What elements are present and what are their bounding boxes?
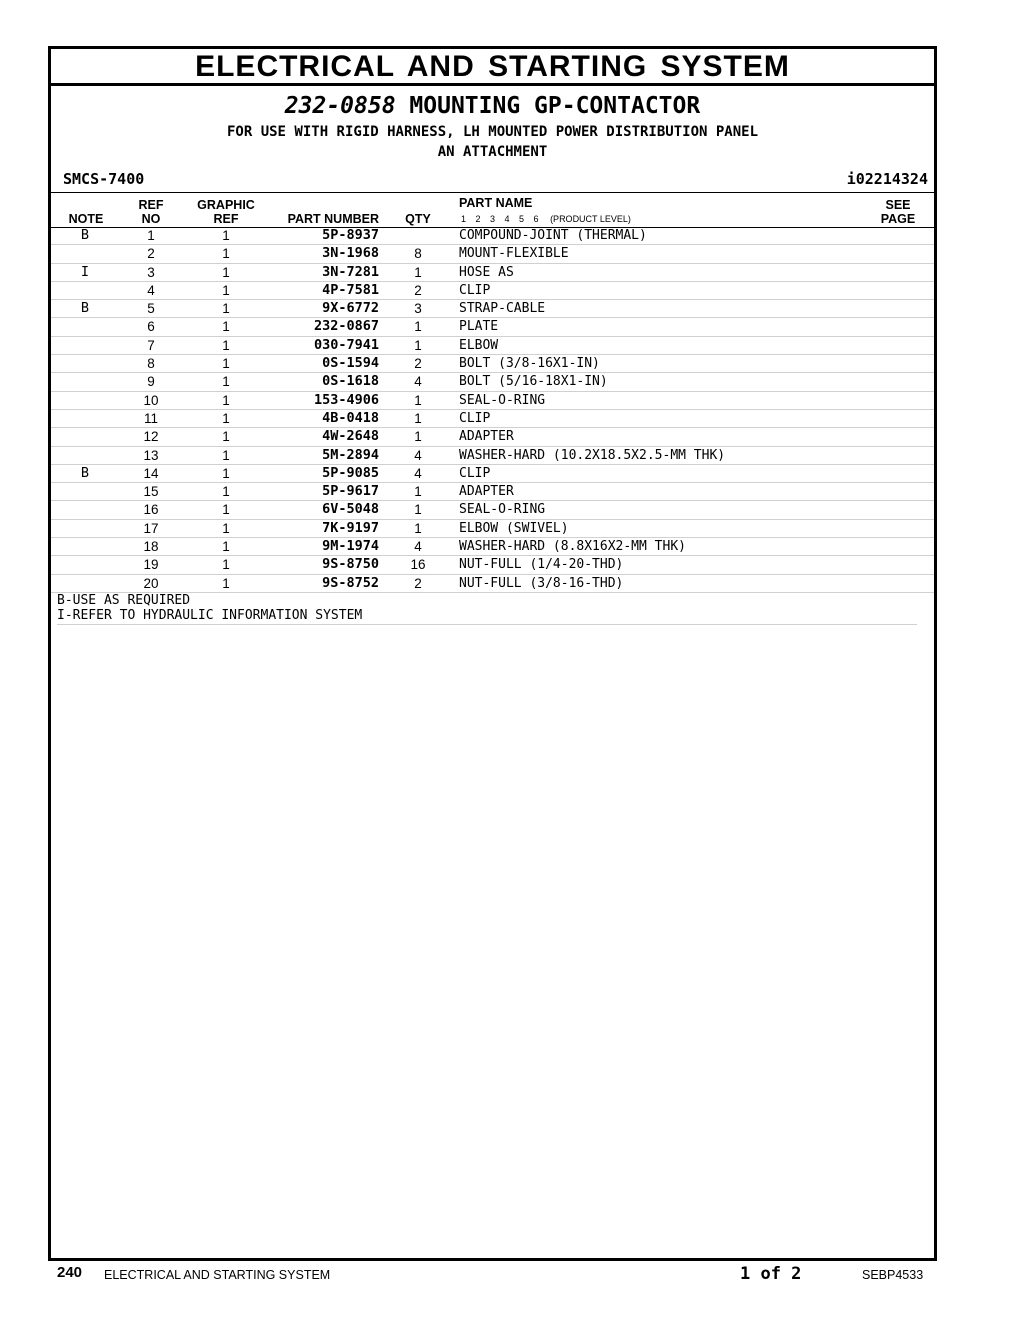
cell-part-number: 7K-9197 [322, 519, 379, 536]
smcs-code: SMCS-7400 [63, 170, 145, 188]
cell-ref-no: 19 [143, 557, 159, 573]
cell-part-name: NUT-FULL (3/8-16-THD) [459, 575, 624, 591]
cell-ref-no: 12 [143, 429, 159, 445]
cell-graphic-ref: 1 [222, 520, 230, 536]
cell-part-number: 3N-7281 [322, 263, 379, 280]
cell-part-name: ELBOW [459, 337, 499, 353]
footer-page-number: 240 [57, 1264, 83, 1281]
table-row [51, 410, 934, 428]
cell-part-name: WASHER-HARD (10.2X18.5X2.5-MM THK) [459, 447, 726, 463]
parts-table-body [51, 227, 934, 625]
cell-graphic-ref: 1 [222, 282, 230, 298]
cell-ref-no: 4 [147, 282, 155, 298]
table-row [51, 318, 934, 336]
cell-part-name: PLATE [459, 319, 499, 335]
cell-qty: 3 [414, 301, 422, 317]
cell-qty: 1 [414, 410, 422, 426]
subtitle-attachment: AN ATTACHMENT [437, 144, 548, 160]
cell-part-number: 5P-9617 [322, 483, 379, 500]
cell-qty: 1 [414, 429, 422, 445]
table-row [51, 501, 934, 519]
cell-graphic-ref: 1 [222, 392, 230, 408]
header-ref-top: REF [138, 198, 164, 212]
cell-part-number: 4B-0418 [322, 409, 379, 426]
footer-section: ELECTRICAL AND STARTING SYSTEM [104, 1268, 331, 1282]
cell-part-name: BOLT (3/8-16X1-IN) [459, 356, 600, 372]
cell-part-name: SEAL-O-RING [459, 502, 546, 518]
cell-qty: 1 [414, 264, 422, 280]
cell-part-name: CLIP [459, 410, 491, 426]
cell-qty: 1 [414, 319, 422, 335]
table-row [51, 355, 934, 373]
cell-note: B [80, 300, 90, 317]
table-row [51, 556, 934, 574]
cell-graphic-ref: 1 [222, 502, 230, 518]
header-product-level [461, 214, 631, 224]
group-name: MOUNTING GP-CONTACTOR [409, 93, 701, 119]
cell-graphic-ref: 1 [222, 301, 230, 317]
table-row [51, 538, 934, 556]
cell-graphic-ref: 1 [222, 557, 230, 573]
note-line: I-REFER TO HYDRAULIC INFORMATION SYSTEM [57, 608, 917, 624]
table-row [51, 373, 934, 391]
cell-ref-no: 17 [143, 520, 159, 536]
cell-part-number: 3N-1968 [322, 245, 379, 262]
cell-part-name: NUT-FULL (1/4-20-THD) [459, 557, 624, 573]
cell-qty: 2 [414, 282, 422, 298]
cell-qty: 1 [414, 484, 422, 500]
header-part-name: PART NAME [459, 196, 533, 210]
cell-graphic-ref: 1 [222, 228, 230, 243]
cell-qty: 16 [410, 557, 426, 573]
cell-part-number: 9X-6772 [322, 300, 379, 317]
cell-graphic-ref: 1 [222, 429, 230, 445]
cell-part-name: BOLT (5/16-18X1-IN) [459, 374, 608, 390]
table-row [51, 575, 934, 593]
table-row [51, 337, 934, 355]
cell-graphic-ref: 1 [222, 264, 230, 280]
cell-graphic-ref: 1 [222, 337, 230, 353]
cell-part-name: COMPOUND-JOINT (THERMAL) [459, 228, 647, 243]
cell-part-number: 9S-8750 [322, 556, 379, 573]
cell-part-name: WASHER-HARD (8.8X16X2-MM THK) [459, 539, 686, 555]
cell-graphic-ref: 1 [222, 319, 230, 335]
cell-part-number: 0S-1618 [322, 373, 379, 390]
cell-part-number: 153-4906 [313, 391, 379, 408]
header-see-bottom: PAGE [880, 212, 916, 226]
cell-qty: 4 [414, 374, 422, 390]
cell-ref-no: 8 [147, 356, 155, 372]
product-level-numbers: 1 2 3 4 5 6 [461, 214, 539, 224]
cell-ref-no: 3 [147, 264, 155, 280]
cell-part-number: 0S-1594 [322, 355, 379, 372]
illustration-id: i02214324 [846, 170, 928, 188]
cell-part-name: ADAPTER [459, 484, 514, 500]
header-qty: QTY [405, 212, 431, 226]
table-row [51, 520, 934, 538]
cell-graphic-ref: 1 [222, 374, 230, 390]
cell-ref-no: 5 [147, 301, 155, 317]
cell-ref-no: 16 [143, 502, 159, 518]
cell-ref-no: 2 [147, 246, 155, 262]
cell-graphic-ref: 1 [222, 447, 230, 463]
cell-ref-no: 20 [143, 575, 159, 591]
footer-doc-number: SEBP4533 [862, 1268, 924, 1282]
cell-part-name: CLIP [459, 282, 491, 298]
cell-graphic-ref: 1 [222, 575, 230, 591]
header-part-number: PART NUMBER [287, 212, 379, 226]
cell-note: B [80, 464, 90, 481]
cell-part-number: 4P-7581 [322, 281, 379, 298]
cell-part-name: ADAPTER [459, 429, 514, 445]
cell-part-number: 6V-5048 [322, 501, 379, 518]
table-row [51, 483, 934, 501]
cell-part-number: 9M-1974 [322, 538, 379, 555]
cell-ref-no: 6 [147, 319, 155, 335]
group-number: 232-0858 [284, 93, 396, 119]
header-ref-bottom: NO [141, 212, 161, 226]
cell-part-number: 030-7941 [313, 336, 379, 353]
cell-graphic-ref: 1 [222, 484, 230, 500]
cell-ref-no: 15 [143, 484, 159, 500]
cell-qty: 4 [414, 465, 422, 481]
cell-part-number: 5M-2894 [322, 446, 379, 463]
note-line: B-USE AS REQUIRED [57, 592, 191, 608]
header-see-top: SEE [885, 198, 911, 212]
cell-ref-no: 7 [147, 337, 155, 353]
table-row [51, 264, 934, 282]
header-note: NOTE [68, 212, 104, 226]
cell-ref-no: 11 [143, 410, 158, 426]
cell-qty: 1 [414, 337, 422, 353]
cell-ref-no: 1 [147, 228, 155, 243]
group-title [51, 92, 934, 120]
cell-graphic-ref: 1 [222, 539, 230, 555]
cell-part-name: HOSE AS [459, 264, 514, 280]
cell-qty: 1 [414, 502, 422, 518]
table-row [51, 465, 934, 483]
product-level-label: (PRODUCT LEVEL) [550, 214, 631, 224]
header-graphic-bottom: REF [213, 212, 239, 226]
table-row [51, 282, 934, 300]
cell-part-name: STRAP-CABLE [459, 301, 546, 317]
cell-qty: 1 [414, 392, 422, 408]
cell-ref-no: 18 [143, 539, 159, 555]
cell-qty: 1 [414, 520, 422, 536]
table-row [51, 428, 934, 446]
table-row [51, 447, 934, 465]
cell-part-name: CLIP [459, 465, 491, 481]
table-row [51, 245, 934, 263]
cell-part-number: 5P-8937 [322, 227, 379, 243]
cell-qty: 4 [414, 539, 422, 555]
cell-part-number: 232-0867 [313, 318, 379, 335]
cell-part-name: SEAL-O-RING [459, 392, 546, 408]
table-row [51, 300, 934, 318]
section-title: ELECTRICAL AND STARTING SYSTEM [51, 49, 934, 86]
footer-page-of: 1 of 2 [740, 1264, 802, 1284]
cell-part-number: 9S-8752 [322, 574, 379, 591]
cell-part-name: ELBOW (SWIVEL) [459, 520, 569, 536]
cell-qty: 4 [414, 447, 422, 463]
cell-qty: 2 [414, 575, 422, 591]
cell-ref-no: 13 [143, 447, 159, 463]
cell-part-number: 5P-9085 [322, 464, 379, 481]
cell-graphic-ref: 1 [222, 356, 230, 372]
subtitle-usage: FOR USE WITH RIGID HARNESS, LH MOUNTED POWER DISTRIBUTION PANEL [226, 124, 758, 140]
cell-part-name: MOUNT-FLEXIBLE [459, 246, 569, 262]
cell-qty: 8 [414, 246, 422, 262]
cell-ref-no: 10 [143, 392, 159, 408]
cell-note: I [80, 263, 90, 280]
cell-part-number: 4W-2648 [322, 428, 379, 445]
table-row [51, 227, 934, 245]
cell-note: B [80, 227, 90, 243]
cell-graphic-ref: 1 [222, 246, 230, 262]
header-graphic-top: GRAPHIC [197, 198, 255, 212]
cell-ref-no: 14 [143, 465, 159, 481]
table-header [51, 192, 934, 228]
cell-qty: 2 [414, 356, 422, 372]
cell-graphic-ref: 1 [222, 410, 230, 426]
parts-page-frame [48, 46, 937, 1261]
notes-section [57, 593, 917, 625]
cell-ref-no: 9 [147, 374, 155, 390]
table-row [51, 392, 934, 410]
cell-graphic-ref: 1 [222, 465, 230, 481]
